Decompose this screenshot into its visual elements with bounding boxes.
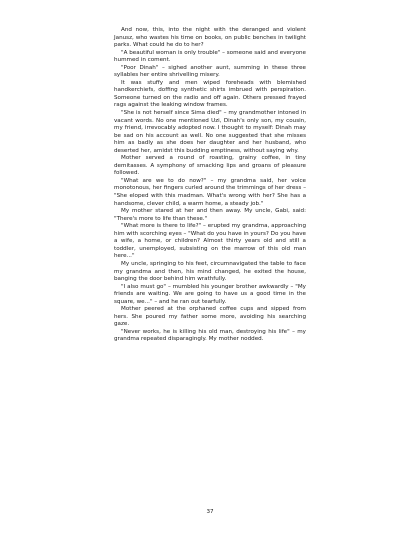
paragraph: My uncle, springing to his feet, circumnavigated the table to face my grandma and then, his mind changed, he exited the house, banging the door behind him wrathfully.	[114, 260, 306, 283]
paragraph: My mother stared at her and then away. My uncle, Gabi, said: "There's more to life than these."	[114, 208, 306, 222]
paragraph: Mother peered at the orphaned coffee cups and sipped from hers. She poured my father some more, avoiding his searching gaze.	[114, 306, 306, 328]
paragraph: "What more is there to life?" – erupted my grandma, approaching him with scorching eyes – "What do you have in yours? Do you have a wife, a home, or children? Almost thirty years old and still a toddler, unemployed, subsisting on the marrow of this old man here..."	[114, 223, 306, 260]
paragraph: "She is not herself since Sima died" – my grandmother intoned in vacant words. No one mentioned Uzi, Dinah's only son, my cousin, my friend, irrevocably adopted now. I thought to myself: Dinah may be sad on his account as well. No one suggested that she misses him as badly as she does her daughter and her husband, who deserted her, amidst this budding emptiness, without saying why.	[114, 110, 306, 154]
paragraph: "I also must go" – mumbled his younger brother awkwardly – "My friends are waiting. We are going to have us a good time in the square, we..." – and he ran out tearfully.	[114, 283, 306, 305]
paragraph: Mother served a round of roasting, grainy coffee, in tiny demitasses. A symphony of smacking lips and groans of pleasure followed.	[114, 155, 306, 177]
paragraph: "Poor Dinah" – sighed another aunt, summing in these three syllables her entire shrivelling misery.	[114, 64, 306, 79]
paragraph: "Never works, he is killing his old man, destroying his life" – my grandma repeated disparagingly. My mother nodded.	[114, 328, 306, 343]
paragraph: "A beautiful woman is only trouble" – someone said and everyone hummed in coment.	[114, 49, 306, 64]
paragraph: And now, this, into the night with the deranged and violent Janusz, who wastes his time on books, on public benches in twilight parks. What could he do to her?	[114, 27, 306, 49]
paragraph: It was stuffy and men wiped foreheads with blemished handkerchiefs, doffing synthetic shirts imbrued with perspiration. Someone turned on the radio and off again. Others pressed frayed rags against the leaking window frames.	[114, 79, 306, 109]
page-number: 37	[206, 509, 214, 515]
paragraph: "What are we to do now?" – my grandma said, her voice monotonous, her fingers curled around the trimmings of her dress – "She eloped with this madman. What's wrong with her? She has a handsome, clever child, a warm home, a steady job."	[114, 177, 306, 207]
body-text	[114, 27, 306, 344]
